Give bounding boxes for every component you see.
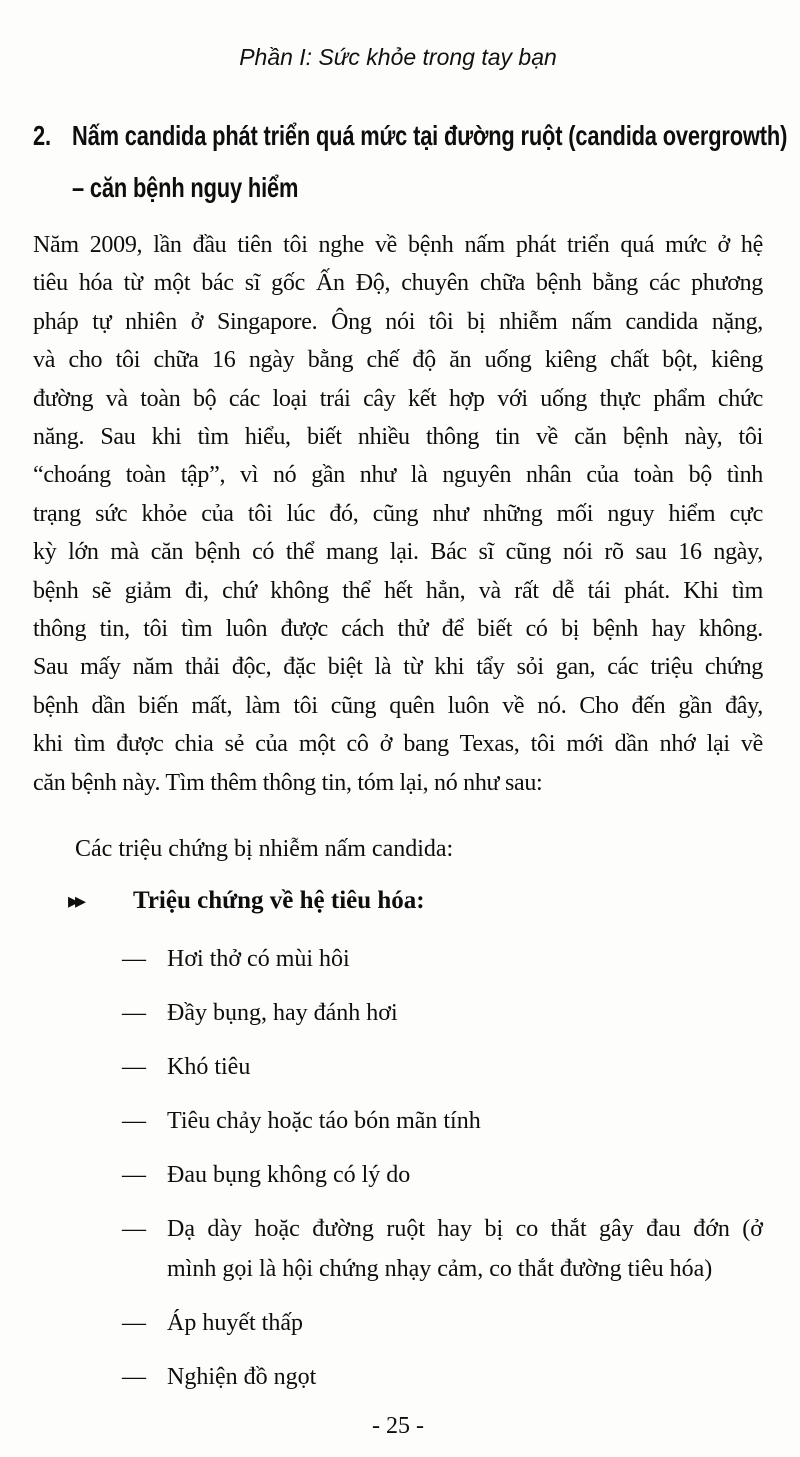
body-line: và cho tôi chữa 16 ngày bằng chế độ ăn uống kiêng chất bột, kiêng	[33, 347, 763, 374]
symptom-group-title: Triệu chứng về hệ tiêu hóa:	[133, 887, 425, 915]
symptom-item	[33, 1303, 763, 1343]
dash-bullet-icon: —	[122, 1000, 146, 1027]
symptom-item	[33, 1101, 763, 1141]
dash-bullet-icon: —	[122, 1310, 146, 1337]
section-title-line-1: Nấm candida phát triển quá mức tại đường ruột (candida overgrowth)	[72, 120, 788, 151]
symptom-group-header	[33, 880, 763, 923]
body-line: tiêu hóa từ một bác sĩ gốc Ấn Độ, chuyên chữa bệnh bằng các phương	[33, 270, 763, 297]
body-line: Sau mấy năm thải độc, đặc biệt là từ khi tẩy sỏi gan, các triệu chứng	[33, 654, 763, 681]
dash-bullet-icon: —	[122, 1364, 146, 1391]
symptom-item	[33, 1357, 763, 1397]
symptom-item-line-2: mình gọi là hội chứng nhạy cảm, co thắt đường tiêu hóa)	[167, 1256, 713, 1283]
section-number: 2.	[33, 120, 51, 151]
body-line: pháp tự nhiên ở Singapore. Ông nói tôi bị nhiễm nấm candida nặng,	[33, 308, 763, 335]
body-line: năng. Sau khi tìm hiểu, biết nhiều thông tin về căn bệnh này, tôi	[33, 424, 763, 451]
section-heading-row	[33, 110, 797, 162]
body-line: đường và toàn bộ các loại trái cây kết hợp với uống thực phẩm chức	[33, 385, 763, 412]
dash-bullet-icon: —	[122, 1054, 146, 1081]
symptom-item-text: Khó tiêu	[167, 1054, 251, 1081]
symptom-item-text: Đầy bụng, hay đánh hơi	[167, 1000, 398, 1027]
double-arrow-bullet-icon: ▸▸	[68, 889, 83, 915]
body-line: căn bệnh này. Tìm thêm thông tin, tóm lại, nó như sau:	[33, 769, 543, 796]
section-title-line-2: – căn bệnh nguy hiểm	[72, 172, 299, 203]
body-line: Năm 2009, lần đầu tiên tôi nghe về bệnh nấm phát triển quá mức ở hệ	[33, 232, 763, 258]
symptom-item-text: Tiêu chảy hoặc táo bón mãn tính	[167, 1108, 481, 1135]
symptom-item	[33, 1047, 763, 1087]
symptom-item	[33, 993, 763, 1033]
body-line: thông tin, tôi tìm luôn được cách thử để biết có bị bệnh hay không.	[33, 616, 763, 643]
symptom-item-text: Áp huyết thấp	[167, 1310, 303, 1337]
symptom-item-text: Nghiện đồ ngọt	[167, 1364, 317, 1391]
section-heading-scaled	[33, 110, 797, 214]
symptom-item	[33, 939, 763, 979]
page-content	[0, 42, 800, 1441]
dash-bullet-icon: —	[122, 1216, 146, 1243]
body-paragraph	[33, 226, 763, 802]
symptom-item	[33, 1209, 763, 1289]
body-line: “choáng toàn tập”, vì nó gần như là nguyên nhân của toàn bộ tình	[33, 462, 763, 489]
section-heading	[33, 110, 788, 216]
symptom-item-text	[167, 1209, 763, 1289]
body-line: bệnh sẽ giảm đi, chứ không thể hết hẳn, và rất dễ tái phát. Khi tìm	[33, 577, 763, 604]
dash-bullet-icon: —	[122, 946, 146, 973]
dash-bullet-icon: —	[122, 1108, 146, 1135]
page-number: - 25 -	[372, 1413, 424, 1440]
symptom-item-text: Hơi thở có mùi hôi	[167, 946, 350, 973]
body-line: kỳ lớn mà căn bệnh có thể mang lại. Bác sĩ cũng nói rõ sau 16 ngày,	[33, 539, 763, 566]
symptom-item-line-1: Dạ dày hoặc đường ruột hay bị co thắt gây đau đớn (ở	[167, 1216, 763, 1243]
symptom-item	[33, 1155, 763, 1195]
symptom-item-text: Đau bụng không có lý do	[167, 1162, 411, 1189]
symptoms-intro: Các triệu chứng bị nhiễm nấm candida:	[75, 836, 454, 863]
symptom-list	[33, 939, 763, 1397]
dash-bullet-icon: —	[122, 1162, 146, 1189]
body-line: khi tìm được chia sẻ của một cô ở bang Texas, tôi mới dần nhớ lại về	[33, 731, 763, 758]
body-line: trạng sức khỏe của tôi lúc đó, cũng như những mối nguy hiểm cực	[33, 500, 763, 527]
running-header: Phần I: Sức khỏe trong tay bạn	[239, 44, 557, 70]
body-line: bệnh dần biến mất, làm tôi cũng quên luôn về nó. Cho đến gần đây,	[33, 692, 763, 719]
